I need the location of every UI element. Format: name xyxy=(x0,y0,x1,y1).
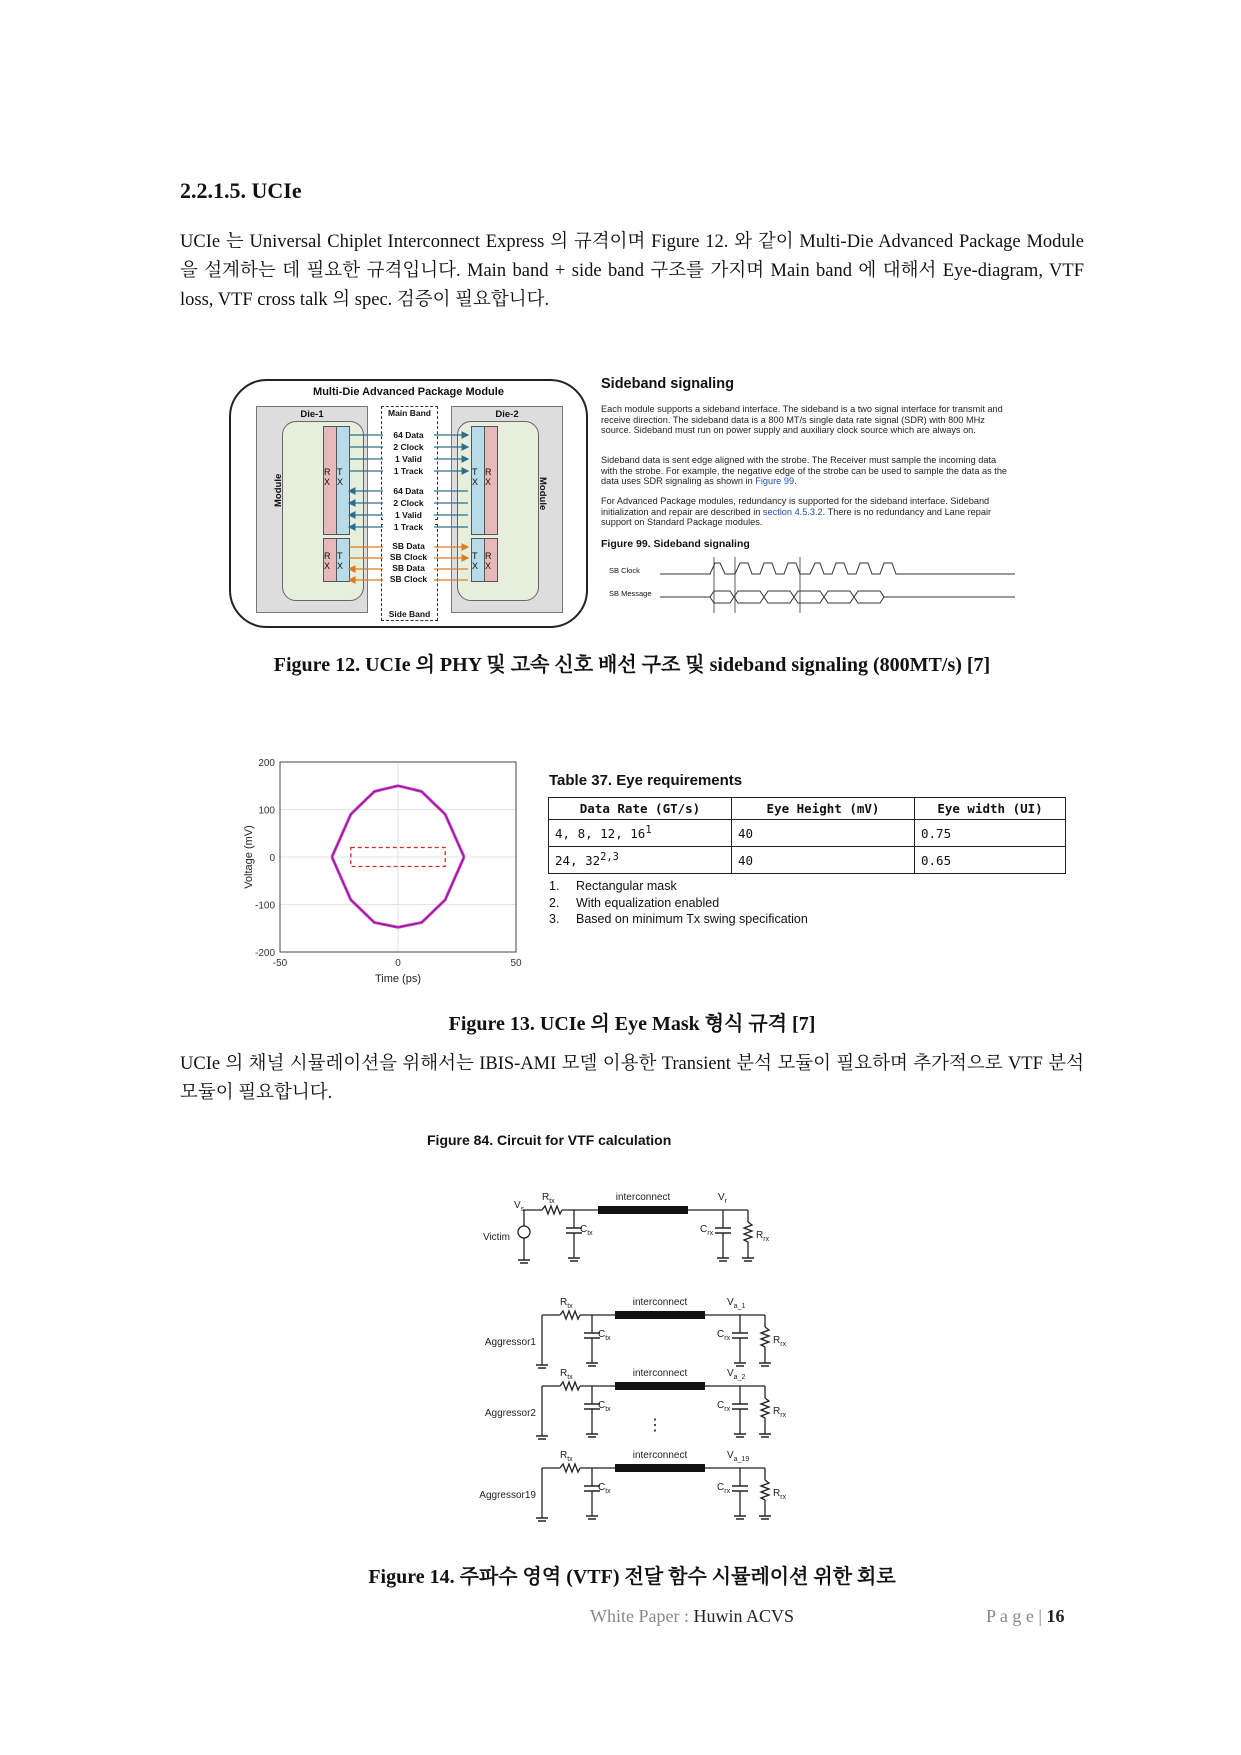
package-module-diagram xyxy=(229,379,588,628)
sideband-p2: Sideband data is sent edge aligned with the strobe. The Receiver must sample the incoming data with the strobe. For example, the negative edge of the strobe can be used to sample the data as the data uses SDR signaling as shown in Figure 99. xyxy=(601,455,1008,486)
x-tick-label: -50 xyxy=(272,958,288,969)
x-tick-label: 0 xyxy=(395,958,401,969)
crx-label: $C_{rx}$ xyxy=(700,1224,714,1237)
note-text: With equalization enabled xyxy=(576,895,720,910)
cell-height: 40 xyxy=(732,820,915,847)
section-title: UCIe xyxy=(251,178,302,203)
aggressor-label: Aggressor19 xyxy=(479,1490,536,1501)
simulation-paragraph: UCIe 의 채널 시뮬레이션을 위해서는 IBIS-AMI 모델 이용한 Transient 분석 모듈이 필요하며 추가적으로 VTF 분석 모듈이 필요합니다. xyxy=(180,1054,1084,1103)
cell-width: 0.75 xyxy=(915,820,1066,847)
transmission-line xyxy=(615,1382,705,1390)
aggressor-label: Aggressor2 xyxy=(484,1408,536,1419)
signal-label: 64 Data xyxy=(383,429,434,441)
y-tick-label: 200 xyxy=(258,758,275,769)
voltage-source xyxy=(518,1226,530,1238)
sb-signal-labels xyxy=(383,541,434,585)
signal-label: 1 Valid xyxy=(383,509,434,521)
note-text: Based on minimum Tx swing specification xyxy=(576,912,808,926)
resistor xyxy=(744,1222,752,1242)
footnote-ref: 2,3 xyxy=(600,851,619,864)
interconnect-label: interconnect xyxy=(632,1368,688,1379)
resistor xyxy=(542,1206,562,1214)
page-number: 16 xyxy=(1046,1606,1065,1626)
signal-label: SB Data xyxy=(383,563,434,574)
cell-width: 0.65 xyxy=(915,847,1066,874)
module-title: Multi-Die Advanced Package Module xyxy=(313,386,504,398)
die-2-module-label: Module xyxy=(537,477,548,511)
signal-label: SB Clock xyxy=(383,574,434,585)
cell-height: 40 xyxy=(732,847,915,874)
va-label: $V_{a\_1}$ xyxy=(727,1297,746,1310)
y-tick-label: -100 xyxy=(254,900,275,912)
transmission-line xyxy=(615,1464,705,1472)
footer-left xyxy=(590,1606,794,1627)
die-2-sb-tx-label: T X xyxy=(472,551,479,571)
tx-signal-labels xyxy=(383,429,434,477)
sb-message-label: SB Message xyxy=(609,589,652,598)
rtx-label: $R_{tx}$ xyxy=(560,1297,573,1310)
page-label: P a g e | xyxy=(986,1606,1042,1626)
table-37-title: Table 37. Eye requirements xyxy=(549,772,743,789)
die-2-rx-label: R X xyxy=(485,467,492,487)
resistor xyxy=(560,1382,580,1390)
rrx-label: $R_{rx}$ xyxy=(773,1488,787,1501)
note-item: 3. Based on minimum Tx swing specification xyxy=(549,912,808,926)
rtx-label: $R_{tx}$ xyxy=(560,1450,573,1463)
rrx-label: $R_{rx}$ xyxy=(773,1406,787,1419)
rx-signal-labels xyxy=(383,485,434,533)
rate-value: 24, 32 xyxy=(555,853,601,869)
ctx-label: $C_{tx}$ xyxy=(598,1400,611,1413)
figure-13-caption: Figure 13. UCIe 의 Eye Mask 형식 규격 [7] xyxy=(448,1013,816,1035)
note-item: 1. Rectangular mask xyxy=(549,879,677,893)
die-1-rx-label: R X xyxy=(324,467,331,487)
aggressor-label: Aggressor1 xyxy=(484,1337,536,1348)
vtf-circuit-diagram xyxy=(479,1150,880,1535)
resistor xyxy=(560,1464,580,1472)
section-link[interactable]: section 4.5.3.2 xyxy=(762,506,823,517)
y-tick-label: 100 xyxy=(258,805,275,817)
eye-requirements-table xyxy=(548,797,1066,874)
rtx-label: $R_{tx}$ xyxy=(560,1368,573,1381)
y-tick-label: 0 xyxy=(269,853,275,864)
table-row xyxy=(549,847,1066,874)
footnote-ref: 1 xyxy=(645,824,652,837)
signal-label: 2 Clock xyxy=(383,497,434,509)
figure-12-caption: Figure 12. UCIe 의 PHY 및 고속 신호 배선 구조 및 sideband signaling (800MT/s) [7] xyxy=(273,654,991,676)
table-notes xyxy=(549,878,808,928)
main-band-label: Main Band xyxy=(388,408,431,418)
interconnect-label: interconnect xyxy=(632,1297,688,1308)
intro-paragraph: UCIe 는 Universal Chiplet Interconnect Express 의 규격이며 Figure 12. 와 같이 Multi-Die Advanced Package Module 을 설계하는 데 필요한 규격입니다. Main band + side band 구조를 가지며 Main band 에 대해서 Eye-diagram, VTF loss, VTF cross talk 의 spec. 검증이 필요합니다. xyxy=(180,232,1084,310)
x-axis-label: Time (ps) xyxy=(374,973,422,985)
resistor xyxy=(560,1311,580,1319)
transmission-line xyxy=(615,1311,705,1319)
x-tick-label: 50 xyxy=(510,958,522,969)
die-1-sb-tx-label: T X xyxy=(337,551,344,571)
sideband-p1: Each module supports a sideband interface. The sideband is a two signal interface for transmit and receive direction. The sideband data is a 800 MT/s single data rate signal (SDR) with 800 MHz source. Sideband must run on power supply and auxiliary clock source which are always on. xyxy=(601,404,1003,435)
table-row xyxy=(549,820,1066,847)
cell-rate xyxy=(549,847,732,874)
rrx-label: $R_{rx}$ xyxy=(756,1230,770,1243)
footer-brand: Huwin ACVS xyxy=(693,1606,794,1626)
signal-label: 1 Track xyxy=(383,465,434,477)
sideband-p3-tail: . There is no redundancy and Lane repair support on Standard Package modules. xyxy=(601,506,992,527)
resistor xyxy=(761,1398,769,1418)
die-2-tx-label: T X xyxy=(472,467,479,487)
crx-label: $C_{rx}$ xyxy=(717,1329,731,1342)
header-eye-width: Eye width (UI) xyxy=(915,798,1066,820)
sb-clock-label: SB Clock xyxy=(609,566,640,575)
die-2-sb-rx-label: R X xyxy=(485,551,492,571)
crx-label: $C_{rx}$ xyxy=(717,1400,731,1413)
sideband-heading: Sideband signaling xyxy=(601,376,734,392)
resistor xyxy=(761,1327,769,1347)
die-2-label: Die-2 xyxy=(495,409,519,420)
figure-99-label: Figure 99. Sideband signaling xyxy=(601,538,750,550)
die-1-module-label: Module xyxy=(273,473,284,507)
y-tick-label: -200 xyxy=(254,948,275,959)
side-band-label: Side Band xyxy=(388,609,431,619)
ctx-label: $C_{tx}$ xyxy=(598,1329,611,1342)
header-eye-height: Eye Height (mV) xyxy=(732,798,915,820)
footer-page xyxy=(986,1606,1064,1627)
header-data-rate: Data Rate (GT/s) xyxy=(549,798,732,820)
interconnect-label: interconnect xyxy=(615,1192,671,1203)
signal-label: 1 Valid xyxy=(383,453,434,465)
signal-label: 2 Clock xyxy=(383,441,434,453)
table-header-row xyxy=(549,798,1066,820)
y-axis-label: Voltage (mV) xyxy=(243,825,255,889)
rate-value: 4, 8, 12, 16 xyxy=(555,826,646,842)
interconnect-label: interconnect xyxy=(632,1450,688,1461)
signal-label: SB Data xyxy=(383,541,434,552)
vs-label: $V_s$ xyxy=(514,1200,525,1213)
eye-diagram-chart xyxy=(240,752,530,984)
sideband-p3 xyxy=(601,496,1011,528)
va-label: $V_{a\_2}$ xyxy=(727,1368,746,1381)
die-1-sb-rx-label: R X xyxy=(324,551,331,571)
crx-label: $C_{rx}$ xyxy=(717,1482,731,1495)
cell-rate xyxy=(549,820,732,847)
footer-label: White Paper : xyxy=(590,1606,694,1626)
die-1-label: Die-1 xyxy=(300,409,324,420)
section-heading xyxy=(180,178,302,204)
ctx-label: $C_{tx}$ xyxy=(580,1224,593,1237)
va-label: $V_{a\_19}$ xyxy=(727,1450,750,1463)
rrx-label: $R_{rx}$ xyxy=(773,1335,787,1348)
die-1-tx-label: T X xyxy=(337,467,344,487)
rtx-label: $R_{tx}$ xyxy=(542,1192,555,1205)
signal-label: 64 Data xyxy=(383,485,434,497)
sideband-waveform xyxy=(660,555,1015,617)
transmission-line xyxy=(598,1206,688,1214)
sideband-p2-text: Sideband data is sent edge aligned with the strobe. The Receiver must sample the incoming data with the strobe. For example, the negative edge of the strobe can be used to sample the data as the data uses SDR signaling as shown in xyxy=(601,455,1008,486)
figure-14-caption: Figure 14. 주파수 영역 (VTF) 전달 함수 시뮬레이션 위한 회로 xyxy=(368,1566,896,1588)
figure-99-link[interactable]: Figure 99 xyxy=(755,476,795,486)
note-text: Rectangular mask xyxy=(576,879,677,893)
victim-label: Victim xyxy=(482,1232,510,1243)
signal-label: SB Clock xyxy=(383,552,434,563)
ctx-label: $C_{tx}$ xyxy=(598,1482,611,1495)
signal-label: 1 Track xyxy=(383,521,434,533)
ellipsis-dots: ⋮ xyxy=(647,1417,663,1434)
section-number: 2.2.1.5. xyxy=(180,178,246,203)
figure-84-title: Figure 84. Circuit for VTF calculation xyxy=(427,1132,672,1148)
vr-label: $V_r$ xyxy=(718,1192,728,1205)
note-item: 2. With equalization enabled xyxy=(549,895,720,910)
sideband-p3-text: For Advanced Package modules, redundancy is supported for the sideband interface. Sideband initialization and repair are described in xyxy=(601,496,990,517)
resistor xyxy=(761,1480,769,1500)
